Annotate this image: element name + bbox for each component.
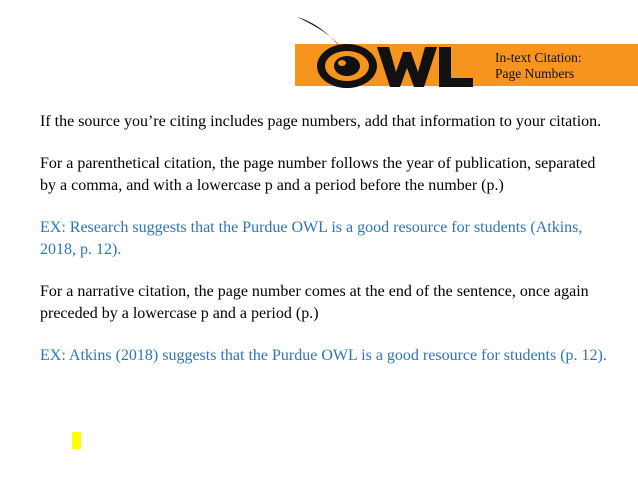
slide-title-line2: Page Numbers <box>495 66 575 81</box>
text-cursor-highlight <box>72 432 81 449</box>
slide-body <box>40 111 615 387</box>
paragraph-parenthetical-rule: For a parenthetical citation, the page number follows the year of publication, separated by a comma, and with a lowercase p and a period before the number (p.) <box>40 155 596 194</box>
example-parenthetical: EX: Research suggests that the Purdue OWL is a good resource for students (Atkins, 2018, p. 12). <box>40 219 583 258</box>
paragraph-narrative-rule: For a narrative citation, the page number comes at the end of the sentence, once again preceded by a lowercase p and a period (p.) <box>40 283 589 322</box>
example-narrative: EX: Atkins (2018) suggests that the Purdue OWL is a good resource for students (p. 12). <box>40 347 607 364</box>
slide-title <box>495 50 635 82</box>
purdue-owl-logo <box>295 14 475 94</box>
slide-title-line1: In-text Citation: <box>495 50 582 65</box>
paragraph-page-numbers-intro: If the source you’re citing includes page numbers, add that information to your citation. <box>40 113 602 130</box>
